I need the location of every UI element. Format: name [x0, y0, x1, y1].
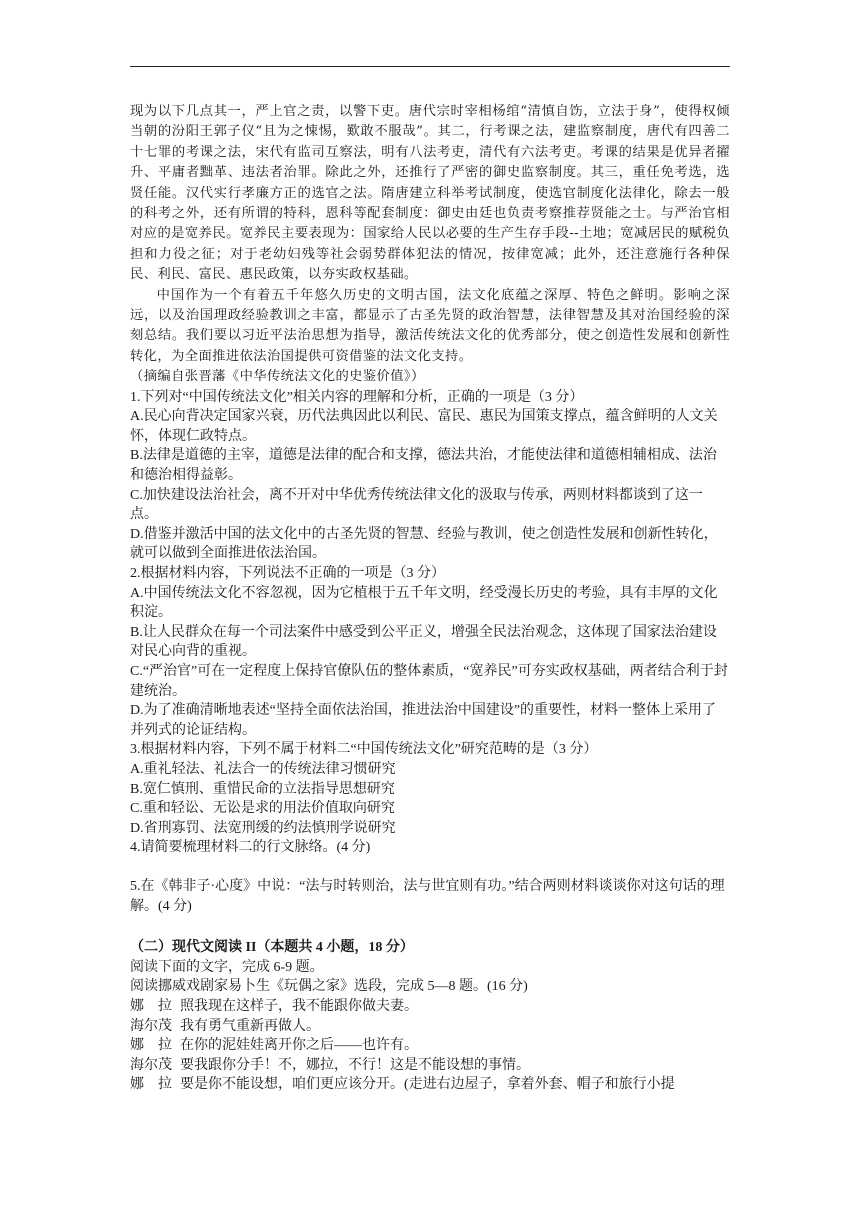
dialogue-line [130, 1056, 730, 1076]
section-instruction-1: 阅读下面的文字，完成 6-9 题。 [130, 959, 324, 975]
question-1-option-c: C.加快建设法治社会，离不开对中华优秀传统法律文化的汲取与传承，两则材料都谈到了这一点。 [130, 487, 703, 523]
page-content [130, 102, 730, 1095]
dialogue-line [130, 997, 730, 1017]
header-rule [130, 66, 730, 67]
question-1-option-d: D.借鉴并激活中国的法文化中的古圣先贤的智慧、经验与教训，使之创造性发展和创新性转化，就可以做到全面推进依法治国。 [130, 526, 718, 562]
question-3-option-a: A.重礼轻法、礼法合一的传统法律习惯研究 [130, 761, 396, 777]
dialogue-text: 我有勇气重新再做人。 [180, 1018, 320, 1034]
question-4: 4.请简要梳理材料二的行文脉络。(4 分) [130, 840, 371, 856]
dialogue-text: 要是你不能设想，咱们更应该分开。(走进右边屋子，拿着外套、帽子和旅行小提 [180, 1077, 675, 1093]
dialogue-text: 在你的泥娃娃离开你之后——也许有。 [180, 1038, 418, 1054]
dialogue-speaker: 海尔茂 [130, 1018, 172, 1034]
question-2-option-d: D.为了准确清晰地表述“坚持全面依法治国，推进法治中国建设”的重要性，材料一整体上采用了并列式的论证结构。 [130, 703, 717, 738]
question-2-option-b: B.让人民群众在每一个司法案件中感受到公平正义，增强全民法治观念，这体现了国家法治建设对民心向背的重视。 [130, 624, 717, 660]
passage-source: （摘编自张晋藩《中华传统法文化的史鉴价值》） [130, 369, 425, 385]
question-5: 5.在《韩非子·心度》中说：“法与时转则治，法与世宜则有功。”结合两则材料谈谈你对这句话的理解。(4 分) [130, 878, 725, 914]
passage-paragraph-1: 现为以下几点其一，严上官之责，以警下吏。唐代宗时宰相杨绾“清慎自饬，立法于身”，使得权倾当朝的汾阳王郭子仪“且为之悚惕，歎敢不服哉”。其二，行考课之法，建监察制度，唐代有四善二十七罪的考课之法，宋代有监司互察法，明有八法考吏，清代有六法考吏。考课的结果是优异者擢升、平庸者黜革、违法者治罪。除此之外，还推行了严密的御史监察制度。其三，重任免考选，选贤任能。汉代实行孝廉方正的选官之法。隋唐建立科举考试制度，使选官制度化法律化，除去一般的科考之外，还有所谓的特科，恩科等配套制度：御史由廷也负责考察推荐贤能之士。与严治官相对应的是宽养民。宽养民主要表现为：国家给人民以必要的生产生存手段--土地；宽减居民的赋税负担和力役之征；对于老幼妇残等社会弱势群体犯法的情况，按律宽减；此外，还注意施行各种保民、利民、富民、惠民政策，以夯实政权基础。 [130, 104, 730, 283]
question-2-option-a: A.中国传统法文化不容忽视，因为它植根于五千年文明，经受漫长历史的考验，具有丰厚的文化积淀。 [130, 585, 718, 621]
question-2: 2.根据材料内容，下列说法不正确的一项是（3 分） [130, 566, 445, 582]
question-1: 1.下列对“中国传统法文化”相关内容的理解和分析，正确的一项是（3 分） [130, 389, 584, 405]
dialogue [130, 997, 730, 1095]
question-3: 3.根据材料内容，下列不属于材料二“中国传统法文化”研究范畴的是（3 分） [130, 742, 598, 758]
passage-paragraph-2: 中国作为一个有着五千年悠久历史的文明古国，法文化底蕴之深厚、特色之鲜明。影响之深远，以及治国理政经验教训之丰富，都显示了古圣先贤的政治智慧，法律智慧及其对治国经验的深刻总结。我们要以习近平法治思想为指导，激活传统法文化的优秀部分，使之创造性发展和创新性转化，为全面推进依法治国提供可资借鉴的法文化支持。 [130, 287, 730, 364]
questions [130, 388, 730, 1095]
question-3-option-d: D.省刑寡罚、法宽刑缓的约法慎刑学说研究 [130, 820, 396, 836]
dialogue-speaker: 娜 拉 [130, 1038, 172, 1054]
dialogue-line [130, 1017, 730, 1037]
question-2-option-c: C.“严治官”可在一定程度上保持官僚队伍的整体素质，“宽养民”可夯实政权基础，两者结合利于封建统治。 [130, 664, 728, 699]
spacer [130, 858, 730, 877]
dialogue-speaker: 海尔茂 [130, 1057, 172, 1073]
dialogue-text: 要我跟你分手！不，娜拉，不行！这是不能设想的事情。 [180, 1057, 530, 1073]
section-heading: （二）现代文阅读 II（本题共 4 小题，18 分） [130, 940, 414, 956]
dialogue-text: 照我现在这样子，我不能跟你做夫妻。 [180, 998, 418, 1014]
question-3-option-c: C.重和轻讼、无讼是求的用法价值取向研究 [130, 801, 395, 817]
passage [130, 102, 730, 388]
question-3-option-b: B.宽仁慎刑、重惜民命的立法指导思想研究 [130, 781, 395, 797]
dialogue-line [130, 1075, 730, 1095]
dialogue-speaker: 娜 拉 [130, 1077, 172, 1093]
question-1-option-a: A.民心向背决定国家兴衰，历代法典因此以利民、富民、惠民为国策支撑点，蕴含鲜明的人文关怀，体现仁政特点。 [130, 409, 718, 444]
dialogue-speaker: 娜 拉 [130, 998, 172, 1014]
dialogue-line [130, 1036, 730, 1056]
question-1-option-b: B.法律是道德的主宰，道德是法律的配合和支撑，德法共治，才能使法律和道德相辅相成、法治和德治相得益彰。 [130, 448, 717, 484]
section-instruction-2: 阅读挪威戏剧家易卜生《玩偶之家》选段，完成 5—8 题。(16 分) [130, 979, 528, 995]
